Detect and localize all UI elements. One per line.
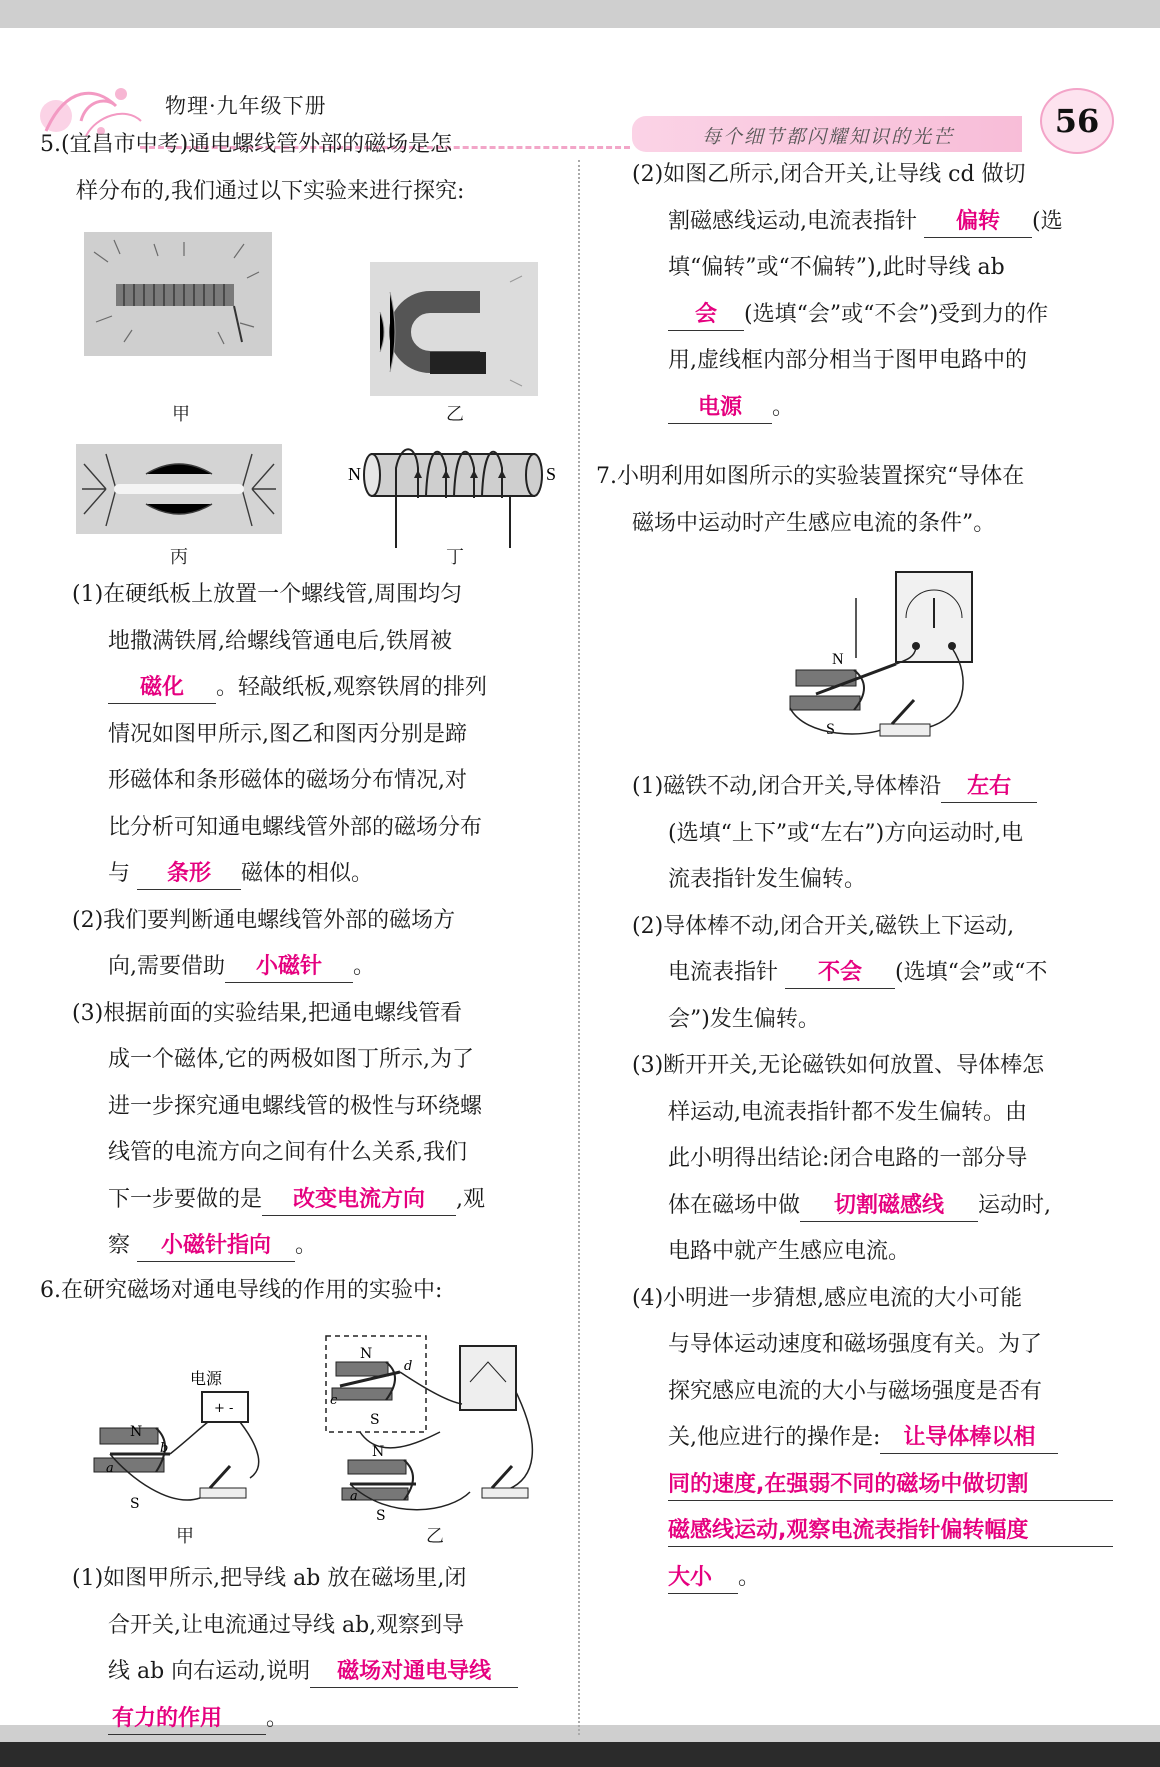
q6-part2: [632, 152, 1132, 431]
q5-p1-line: [72, 851, 562, 898]
q7-p2-line: [632, 950, 1132, 997]
answer-blank: 会: [668, 300, 744, 331]
q5-stem-line: 5.(宜昌市中考)通电螺线管外部的磁场是怎: [40, 132, 453, 157]
q5-p1-line: 形磁体和条形磁体的磁场分布情况,对: [108, 768, 467, 793]
text: 。: [295, 1233, 318, 1258]
q7-n-label: N: [832, 651, 844, 668]
q6-stem: 6.在研究磁场对通电导线的作用的实验中:: [40, 1278, 443, 1303]
q5-p3-line: 线管的电流方向之间有什么关系,我们: [108, 1140, 467, 1165]
svg-text:c: c: [330, 1393, 338, 1408]
q5-parts: [72, 572, 562, 1270]
q5-p3-line: 进一步探究通电螺线管的极性与环绕螺: [108, 1093, 483, 1119]
text: (1)磁铁不动,闭合开关,导体棒沿: [632, 774, 942, 799]
q5-p3-line: (3)根据前面的实验结果,把通电螺线管看: [72, 1000, 463, 1026]
text: 电流表指针: [668, 960, 779, 985]
answer-blank: 切割磁感线: [800, 1191, 978, 1222]
header-slogan: 每个细节都闪耀知识的光芒: [702, 126, 955, 148]
svg-text:N: N: [360, 1346, 373, 1362]
svg-text:S: S: [130, 1496, 140, 1512]
q5-figure-bing: [76, 444, 282, 534]
text: ,观: [456, 1186, 486, 1212]
page-header-subject: 物理·九年级下册: [165, 94, 327, 118]
text: 。: [772, 394, 795, 420]
svg-text:a: a: [106, 1461, 114, 1476]
caption-ding: 丁: [446, 547, 464, 568]
q7-p4-line: [632, 1415, 1132, 1462]
q7-p1-line: (选填“上下”或“左右”)方向运动时,电: [668, 820, 1024, 846]
q6-p2-line: [632, 385, 1132, 432]
q5-figure-ding: [346, 438, 560, 558]
answer-blank: 大小: [668, 1563, 738, 1594]
text: (选填“会”或“不: [895, 960, 1048, 985]
power-label: 电源: [190, 1369, 223, 1388]
header-slogan-banner: [632, 116, 1022, 152]
q6-p1-line: (1)如图甲所示,把导线 ab 放在磁场里,闭: [72, 1566, 467, 1591]
answer-blank: 磁场对通电导线: [310, 1657, 518, 1688]
q6-p1-line: [72, 1696, 562, 1743]
text: (选: [1032, 208, 1063, 234]
caption-q6-yi: 乙: [426, 1526, 444, 1547]
q7-p3-line: 电路中就产生感应电流。: [668, 1239, 911, 1264]
q6-p2-line: 填“偏转”或“不偏转”),此时导线 ab: [668, 255, 1005, 280]
text: 磁体的相似。: [241, 861, 374, 886]
q5-p2-line: [72, 944, 562, 991]
q7-p2-line: (2)导体棒不动,闭合开关,磁铁上下运动,: [632, 913, 1015, 939]
q5-p1-line: 情况如图甲所示,图乙和图丙分别是蹄: [108, 721, 467, 747]
q7-stem: [596, 454, 1126, 547]
answer-blank: 小磁针指向: [137, 1231, 295, 1262]
q7-p1-line: 流表指针发生偏转。: [668, 867, 867, 892]
q6-figure-yi: [320, 1332, 550, 1522]
text: 体在磁场中做: [668, 1192, 801, 1218]
svg-text:S: S: [370, 1412, 380, 1428]
q7-p4-line: [632, 1508, 1132, 1555]
answer-blank: 让导体棒以相: [880, 1423, 1058, 1454]
caption-bing: 丙: [170, 547, 188, 568]
q5-stem: [40, 122, 560, 215]
text: 。: [738, 1564, 761, 1590]
q5-p1-line: 地撒满铁屑,给螺线管通电后,铁屑被: [108, 628, 452, 654]
q6-p1-line: 合开关,让电流通过导线 ab,观察到导: [108, 1612, 465, 1638]
svg-text:S: S: [376, 1508, 386, 1522]
text: 。轻敲纸板,观察铁屑的排列: [216, 675, 487, 700]
q6-figure-jia: [90, 1358, 280, 1518]
q7-p2-line: 会”)发生偏转。: [668, 1006, 820, 1032]
q7-stem-line: 7.小明利用如图所示的实验装置探究“导体在: [596, 464, 1025, 489]
q6-p1-line: [72, 1649, 562, 1696]
answer-blank: 左右: [941, 772, 1037, 803]
answer-blank: 偏转: [924, 207, 1032, 238]
svg-text:N: N: [372, 1444, 385, 1460]
answer-blank: 有力的作用: [108, 1704, 266, 1735]
text: 。: [266, 1705, 289, 1731]
q7-s-label: S: [826, 721, 835, 738]
q5-p1-line: (1)在硬纸板上放置一个螺线管,周围均匀: [72, 582, 463, 607]
svg-text:d: d: [404, 1359, 413, 1374]
q5-p2-line: (2)我们要判断通电螺线管外部的磁场方: [72, 907, 456, 933]
q6-part1: [72, 1556, 562, 1742]
caption-yi: 乙: [446, 404, 464, 425]
q6-p2-line: 用,虚线框内部分相当于图甲电路中的: [668, 348, 1027, 373]
page-number: 56: [1040, 88, 1114, 154]
q6-p2-line: [632, 199, 1132, 246]
q5-p1-line: 比分析可知通电螺线管外部的磁场分布: [108, 814, 483, 840]
caption-jia: 甲: [172, 404, 190, 425]
caption-q6-jia: 甲: [176, 1526, 194, 1547]
text: (选填“会”或“不会”)受到力的作: [744, 301, 1049, 327]
column-divider: [578, 160, 580, 1735]
q7-p3-line: 样运动,电流表指针都不发生偏转。由: [668, 1099, 1027, 1125]
q7-figure-apparatus: [776, 568, 976, 748]
q5-p3-line: [72, 1223, 562, 1270]
q5-p1-line: [72, 665, 562, 712]
text: 割磁感线运动,电流表指针: [668, 208, 917, 234]
q6-p2-line: (2)如图乙所示,闭合开关,让导线 cd 做切: [632, 162, 1026, 187]
q7-p4-line: 与导体运动速度和磁场强度有关。为了: [668, 1332, 1043, 1357]
text: 下一步要做的是: [108, 1186, 263, 1212]
svg-text:b: b: [160, 1441, 169, 1456]
q7-p4-line: (4)小明进一步猜想,感应电流的大小可能: [632, 1285, 1023, 1311]
answer-blank: 不会: [785, 958, 895, 989]
svg-text:N: N: [130, 1424, 143, 1440]
q7-parts: [632, 764, 1132, 1601]
q7-p4-line: [632, 1462, 1132, 1509]
text: 察: [108, 1233, 131, 1258]
q5-figure-yi: [370, 262, 538, 396]
svg-text:a: a: [350, 1489, 358, 1504]
text: 向,需要借助: [108, 954, 225, 979]
q7-p3-line: [632, 1183, 1132, 1230]
answer-blank: 同的速度,在强弱不同的磁场中做切割: [668, 1470, 1113, 1501]
text: 线 ab 向右运动,说明: [108, 1659, 311, 1684]
text: 与: [108, 861, 131, 886]
q5-figure-jia: [84, 232, 272, 356]
text: 运动时,: [978, 1192, 1052, 1218]
answer-blank: 磁感线运动,观察电流表指针偏转幅度: [668, 1516, 1113, 1547]
q6-p2-line: [632, 292, 1132, 339]
q5-stem-line: 样分布的,我们通过以下实验来进行探究:: [76, 178, 465, 204]
text: 。: [353, 954, 376, 979]
answer-blank: 小磁针: [225, 952, 353, 983]
answer-blank: 磁化: [108, 673, 216, 704]
n-pole-label: N: [348, 464, 361, 484]
answer-blank: 电源: [668, 393, 772, 424]
q7-p1-line: [632, 764, 1132, 811]
q7-p4-line: [632, 1555, 1132, 1602]
q7-p3-line: 此小明得出结论:闭合电路的一部分导: [668, 1146, 1028, 1171]
answer-blank: 条形: [137, 859, 241, 890]
s-pole-label: S: [546, 464, 557, 484]
answer-blank: 改变电流方向: [262, 1185, 456, 1216]
q7-stem-line: 磁场中运动时产生感应电流的条件”。: [632, 510, 996, 536]
q7-p3-line: (3)断开开关,无论磁铁如何放置、导体棒怎: [632, 1053, 1045, 1078]
q5-p3-line: [72, 1177, 562, 1224]
q7-p4-line: 探究感应电流的大小与磁场强度是否有: [668, 1378, 1043, 1404]
q5-p3-line: 成一个磁体,它的两极如图丁所示,为了: [108, 1047, 474, 1072]
svg-text:+ -: + -: [214, 1401, 234, 1416]
bottom-bar: [0, 1742, 1160, 1767]
text: 关,他应进行的操作是:: [668, 1425, 881, 1450]
workbook-page: [0, 28, 1160, 1731]
